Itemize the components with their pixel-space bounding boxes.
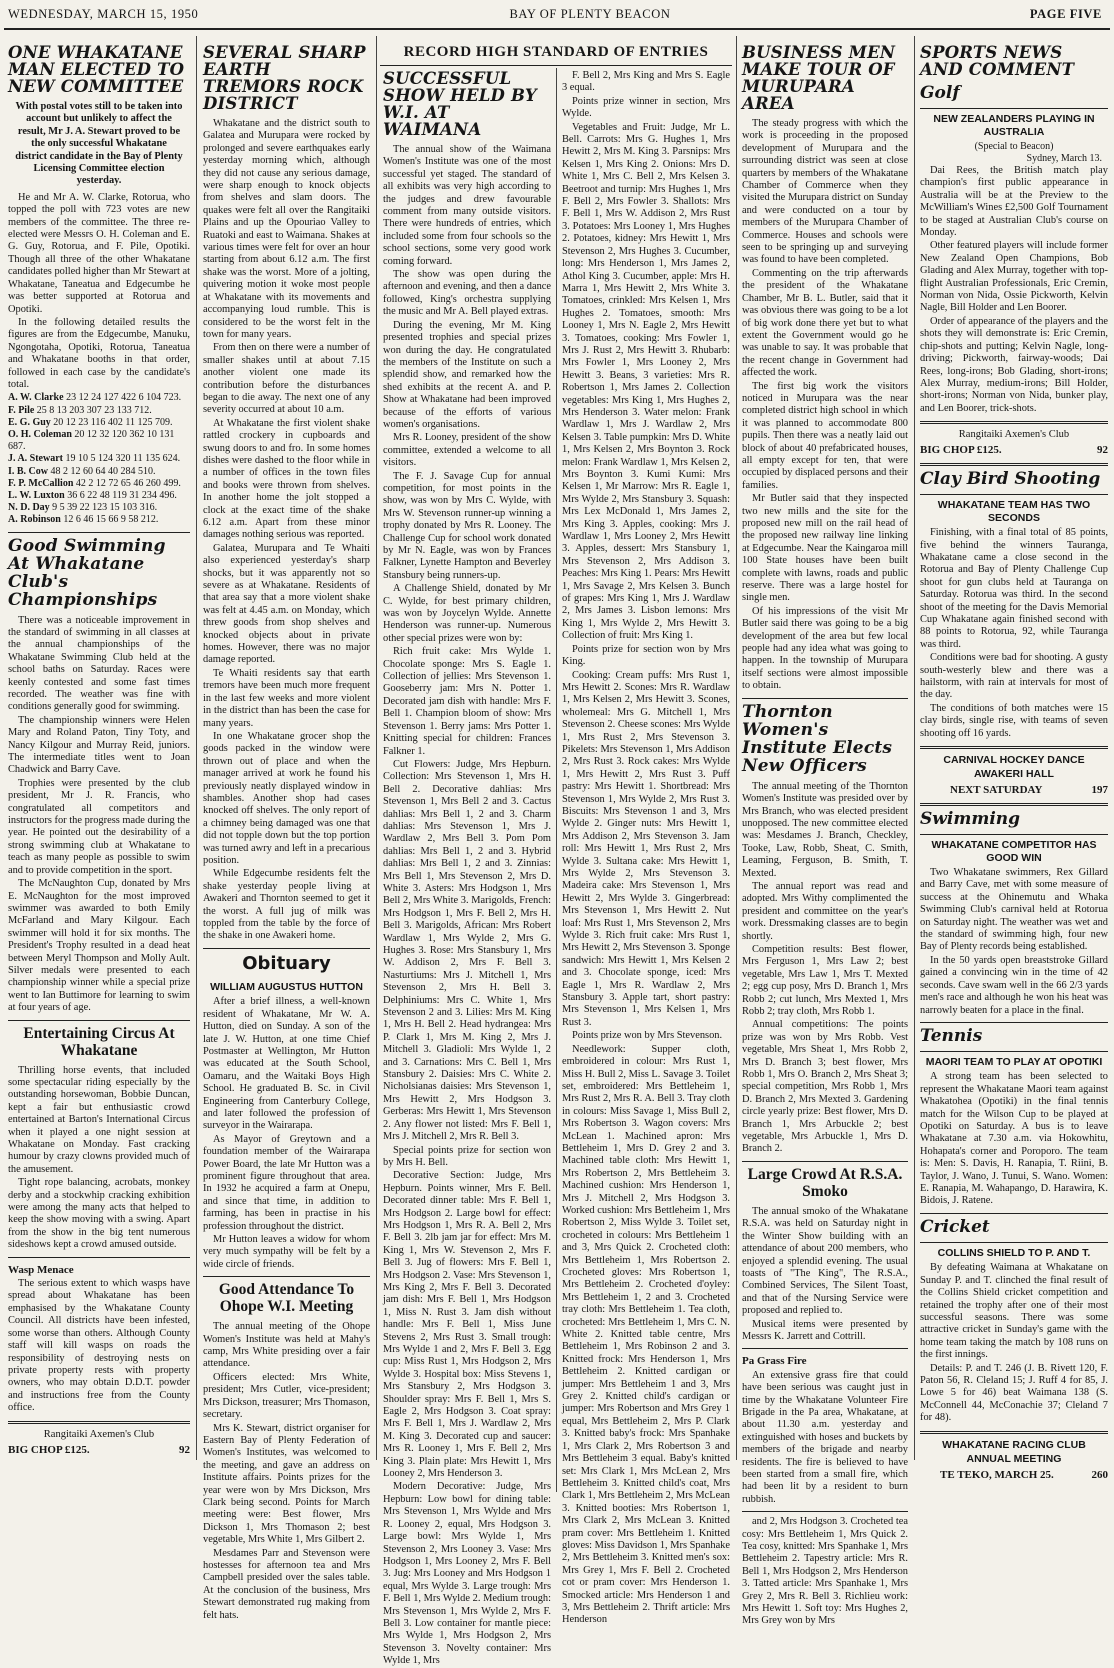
advertisement: [920, 753, 1108, 797]
paragraph: The championship winners were Helen Mary and Roland Paton, Tiny Toty, and Nancy Kilgour and Murray Reid, juniors. The intermediate titles went to Joan Chadwick and Barry Cave.: [8, 714, 190, 776]
paragraph: The annual meeting of the Thornton Women's Institute was presided over by Mrs Branch, who was elected president unopposed. The new committee elected was: Mesdames J. Branch, Checkley, Tooke, Law, Robb, Sheat, C. Smith, Leaming, Ferguson, B. Smith, T. Mexted.: [742, 780, 908, 879]
ad-row: [920, 1469, 1108, 1482]
ad-line: CARNIVAL HOCKEY DANCE: [943, 754, 1085, 767]
divider: [742, 1511, 908, 1512]
paragraph: The serious extent to which wasps have spread about Whakatane has been emphasised by the Whakatane County Council. All districts have been infested, some worse than others. Although County staff will kill wasps on roads the responsibility of destroying nests on private property rests with property owners, who may obtain D.D.T. powder and instructions free from the County office.: [8, 1278, 190, 1414]
headline: SPORTS NEWS AND COMMENT: [920, 43, 1075, 79]
divider: [742, 1161, 908, 1162]
paragraph: Te Whaiti residents say that earth tremors have been much more frequent in the last few weeks and more violent in the district than has been the case for many years.: [203, 667, 370, 729]
divider: [8, 1257, 190, 1258]
masthead-rule: [4, 28, 1110, 30]
headline: Wasp Menace: [8, 1263, 74, 1276]
paragraph: Points prize winner in section, Mrs Wylde.: [562, 95, 730, 120]
headline: SUCCESSFUL SHOW HELD BY W.I. AT WAIMANA: [383, 69, 537, 139]
ad-row: [8, 1444, 190, 1457]
page-number: PAGE FIVE: [1029, 7, 1102, 21]
column-rule: [376, 36, 377, 1460]
divider: [920, 1242, 1108, 1243]
headline: SEVERAL SHARP EARTH TREMORS ROCK DISTRICT: [203, 43, 366, 113]
paragraph: Dai Rees, the British match play champion's first public appearance in Australia will be at the Preview to the McWilliam's Wines £2,500 Golf Tournament to be staged at Australian Club's course on Monday.: [920, 165, 1108, 239]
paragraph: The first big work the visitors noticed in Murupara was the near completed district high school in which it was planned to accommodate 800 pupils. Then there was a neatly laid out block of about 40 prefabricated houses, all empty except for ten, that were occupied by displaced persons and their families.: [742, 380, 908, 491]
result-row: F. Pile 25 8 13 203 307 23 133 712.: [8, 404, 152, 416]
issue-date: WEDNESDAY, MARCH 15, 1950: [8, 7, 199, 21]
paragraph: In one Whakatane grocer shop the goods packed in the window were thrown out of place and when the manager arrived at work he found his previously neatly displayed window in shambles. Another shop had cases knocked off shelves. The only report of a chimney being damaged was one that did not topple down but the top portion was turned awry and left in a precarious position.: [203, 730, 370, 866]
advertisement: [8, 1428, 190, 1457]
divider: [920, 1431, 1108, 1434]
headline: Good Attendance To Ohope W.I. Meeting: [218, 1281, 355, 1316]
divider: [920, 1051, 1108, 1052]
paragraph: Musical items were presented by Messrs K. Jarrett and Cottrill.: [742, 1318, 908, 1342]
result-row: A. W. Clarke 23 12 24 127 422 6 104 723.: [8, 392, 182, 404]
paragraph: Of his impressions of the visit Mr Butler said there was going to be a big development of the area but few local people had any idea what was going to happen. In the township of Murupara itself sections were almost impossible to obtain.: [742, 605, 908, 692]
result-row: N. D. Day 9 5 39 22 123 15 103 316.: [8, 502, 158, 514]
paragraph: In the following detailed results the figures are from the Edgecumbe, Manuku, Ngongotaha, Opotiki, Rotorua, Taneatua and Whakatane booths in that order, followed in each case by the candidate's total.: [8, 316, 190, 390]
paragraph: Special points prize for section won by Mrs H. Bell.: [383, 1144, 551, 1168]
paragraph: Conditions were bad for shooting. A gusty south-westerly blew and there was a hailstorm, with rain at intervals for most of the day.: [920, 652, 1108, 701]
paragraph: A Challenge Shield, donated by Mr C. Wylde, for best primary children, was won by Joycelyn Wylde. Annette Henderson was runner-up. Numerous other special prizes were won by:: [383, 583, 551, 644]
paragraph: Finishing, with a final total of 85 points, five behind the winners Tauranga, Whakatane came a close second in the Rotorua and Bay of Plenty Challenge Cup shoot for gun clubs held at Tauranga on Saturday. Rotorua was third. In the second shoot of the meeting for the Davis Memorial Cup Whakatane again finished second with 88 points to Rotorua, 92, while Tauranga was third.: [920, 527, 1108, 650]
ad-title: BIG CHOP £125.: [8, 1443, 90, 1456]
paragraph: Tight rope balancing, acrobats, monkey derby and a stockwhip cracking exhibition were among the many acts that helped to keep the show moving with a swing. Apart from the show in the big tent numerous sideshows kept a crowd amused outside.: [8, 1177, 190, 1251]
ad-line: Rangitaiki Axemen's Club: [958, 429, 1070, 441]
headline: Obituary: [242, 952, 331, 974]
paragraph: Points prize for section won by Mrs King.: [562, 643, 730, 668]
ad-row: [920, 784, 1108, 797]
paragraph: He and Mr A. W. Clarke, Rotorua, who topped the poll with 723 votes are new members of the committee. The three re-elected were Messrs O. H. Coleman and E. G. Guy, Rotorua, and F. Pile, Opotiki. Though all three of the other Whakatane candidates polled higher than Mr Stewart at Whakatane, Taneatua and Edgecumbe he was better supported at Rotorua and Opotiki.: [8, 191, 190, 315]
paragraph: As Mayor of Greytown and a foundation member of the Wairarapa Power Board, the late Mr Hutton was a prominent figure throughout that area. In 1932 he acquired a farm at Onepu, and since that time, in addition to farming, has been in practise in his profession throughout the district.: [203, 1133, 370, 1232]
masthead: [0, 0, 1114, 28]
column-4: [562, 70, 730, 1626]
column-5: [742, 43, 908, 1627]
paragraph: The McNaughton Cup, donated by Mrs E. McNaughton for the most improved swimmer was awarded to both Emily McFarland and Mary Kilgour. Each swimmer will hold it for six months. The President's Trophy resulted in a dead heat between Meryl Thompson and Molly Ault. Silver medals were presented to each championship winner while a special prize went to Ian Buttimore for learning to swim at four years of age.: [8, 878, 190, 1014]
paragraph: Competition results: Best flower, Mrs Ferguson 1, Mrs Law 2; best vegetable, Mrs Law 1, Mrs T. Mexted 2; egg cup posy, Mrs D. Branch 1, Mrs Robb 2; cut lunch, Mrs Mexted 1, Mrs Robb 2; tray cloth, Mrs Robb 1.: [742, 943, 908, 1017]
subheadline: WHAKATANE TEAM HAS TWO SECONDS: [937, 499, 1091, 524]
divider: [920, 1022, 1108, 1023]
ad-row: [920, 444, 1108, 457]
advertisement: [920, 428, 1108, 457]
divider: [920, 746, 1108, 749]
divider: [8, 532, 190, 533]
ad-title: TE TEKO, MARCH 25.: [940, 1468, 1054, 1481]
paragraph: While Edgecumbe residents felt the shake yesterday people living at Awakeri and Thornton seemed to get it the worst. A full jug of milk was toppled from the table by the force of the shake in one Awakeri home.: [203, 868, 370, 942]
headline: Large Crowd At R.S.A. Smoko: [747, 1165, 903, 1200]
column-rule: [556, 68, 557, 1492]
ad-title: NEXT SATURDAY: [950, 784, 1043, 797]
paragraph: The F. J. Savage Cup for annual competition, for most points in the show, was won by Mrs C. Wylde, with Mrs W. Stevenson runner-up winning a trophy donated by Mrs R. Looney. The Challenge Cup for school work donated by Mr N. Eagle, was won by Frances Falkner, Lynette Hampton and Beverley Stansbury being runners-up.: [383, 470, 551, 581]
paragraph: Mr Butler said that they inspected two new mills and the site for the proposed new mill on the rail head of the proposed new railway line linking at Edgecumbe. Near the Kaingaroa mill 100 State houses have been built complete with lawns, roads and public reserve. There was a large hostel for single men.: [742, 493, 908, 604]
column-1: [8, 44, 190, 1456]
headline: BUSINESS MEN MAKE TOUR OF MURUPARA AREA: [742, 43, 896, 113]
dateline: Sydney, March 13.: [1026, 153, 1102, 164]
paragraph: Other featured players will include former New Zealand Open Champions, Bob Glading and Alex Murray, together with top-flight Australian Professionals, Eric Cremin, Norman von Nida, Ossie Pickworth, Kelvin Nagle, Bill Holder and Len Boorer.: [920, 240, 1108, 314]
banner-headline: RECORD HIGH STANDARD OF ENTRIES: [380, 44, 732, 66]
paragraph: Mrs R. Looney, president of the show committee, extended a welcome to all visitors.: [383, 432, 551, 469]
ad-number: 92: [1097, 444, 1108, 457]
column-6: [920, 43, 1108, 1481]
ad-line: AWAKERI HALL: [974, 768, 1054, 781]
paragraph: During the evening, Mr M. King presented trophies and special prizes won during the day. He congratulated the members of the Institute on such a splendid show, and remarked how the shed exhibits at the recent A. and P. Show at Whakatane had been improved because of the efforts of various women's organisations.: [383, 319, 551, 430]
paragraph: By defeating Waimana at Whakatane on Sunday P. and T. clinched the final result of the Collins Shield cricket competition and retained the trophy after one of their most successful seasons. There was some attractive cricket in Sunday's game with the home team taking the match by 108 runs on the first innings.: [920, 1262, 1108, 1361]
byline: (Special to Beacon): [974, 141, 1054, 152]
headline: ONE WHAKATANE MAN ELECTED TO NEW COMMITTEE: [8, 43, 185, 96]
ad-number: 260: [1091, 1468, 1108, 1481]
paragraph: Cooking: Cream puffs: Mrs Rust 1, Mrs Hewitt 2. Scones: Mrs R. Wardlaw 1, Mrs Kelsen 2, Mrs Hewitt 3. Scones, wholemeal: Mrs G. Mitchell 1, Mrs Stevenson 2. Cheese scones: Mrs Wylde 1, Mrs Rust 2, Mrs Stevenson 3. Pikelets: Mrs Stevenson 1, Mrs Addison 2, Mrs Rust 3. Rock cakes: Mrs Wylde 1, Mrs Hewitt 2, Mrs Rust 3. Puff pastry: Mrs Hewitt 1. Shortbread: Mrs Stevenson 1, Mrs Wylde 2, Mrs Rust 3. Biscuits: Mrs Stevenson 1 and 3, Mrs Wylde 2. Ginger nuts: Mrs Hewitt 1, Mrs Addison 2, Mrs Stevenson 3. Jam roll: Mrs Hewitt 1, Mrs Rust 2, Mrs Wylde 3. Sultana cake: Mrs Hewitt 1, Mrs Wylde 2, Mrs Stevenson 3. Madeira cake: Mrs Stevenson 1, Mrs Hewitt 2, Mrs Wylde 3. Gingerbread: Mrs Stevenson 1, Mrs Hewitt 2. Nut loaf: Mrs Rust 1, Mrs Stevenson 2, Mrs Wylde 3. Rich fruit cake: Mrs Rust 1, Mrs Hewitt 2, Mrs Stevenson 3. Sponge sandwich: Mrs Hewitt 1, Mrs Kelsen 2 and 3. Chocolate sponge, iced: Mrs Eagle 1, Mrs R. Wardlaw 2, Mrs Stansbury 3. Apple tart, short pastry: Mrs Stevenson 1, Mrs Kelsen 1, Mrs Rust 3.: [562, 669, 730, 1028]
paragraph: Needlework: Supper cloth, embroidered in colour: Mrs Rust 1, Miss H. Bull 2, Miss L. Savage 3. Toilet set, embroidered: Mrs Bettleheim 1, Mrs Rust 2, Mrs R. A. Bell 3. Tray cloth in colours: Miss Savage 1, Miss Bull 2, Mrs Robertson 3. Wagon covers: Mrs McLean 1. Machined apron: Mrs Bettleheim 1, Mrs D. Grey 2 and 3. Machined table cloth: Mrs Hewitt 1, Mrs Robertson 2, Mrs Bettleheim 3. Machined cushion: Mrs Henderson 1, Mrs J. Mitchell 2, Mrs Hodgson 3. Worked cushion: Mrs Bettleheim 1, Mrs Robertson 2, Miss Wylde 3. Toilet set, crocheted in colours: Mrs Bettleheim 1 and 3, Mrs Quick 2. Crocheted cloth: Mrs Bettleheim 1, Mrs Robertson 2. Crocheted gloves: Mrs Robertson 1, Mrs Bettleheim 2. Crocheted d'oyley: Mrs Bettleheim 1, 2 and 3. Crocheted tray cloth: Mrs Bettleheim 1. Tea cloth, crocheted: Mrs Bettleheim 1, Mrs C. N. White 2. Knitted table centre, Mrs Bettleheim 1, Mrs Robinson 2 and 3. Knitted frock: Mrs Henderson 1, Mrs Bettleheim 2. Knitted cardigan or jumper: Mrs Bettleheim 1 and 3, Mrs Grey 2. Knitted child's cardigan or jumper: Mrs Robertson and Mrs Grey 1 equal, Mrs Bettleheim 2, Mrs P. Clark 3. Knitted baby's frock: Mrs Spanhake 1, Mrs Clark 2, Mrs Robertson 3 and Mrs Bettleheim 3 equal. Baby's knitted set: Mrs Clark 1, Mrs McLean 2, Mrs Bettleheim 3. Knitted child's coat, Mrs Clark 1, Mrs Bettleheim 2, Mrs McLean 3. Knitted booties: Mrs Robertson 1, Mrs Clark 2, Mrs McLean 3. Knitted pram cover: Mrs Bettleheim 1. Knitted gloves: Miss Davidson 1, Mrs Spanhake 2, Mrs Bettleheim 3. Knitted men's sox: Mrs Grey 1, Mrs F. Bell 2. Crocheted cot or pram cover: Mrs Henderson 1. Smocked article: Mrs Henderson 1 and 3, Mrs Bettleheim 2. Thrift article: Mrs Henderson: [562, 1043, 730, 1626]
divider: [920, 834, 1108, 835]
paragraph: The steady progress with which the work is proceeding in the proposed development of Murupara and the surrounding district was seen at close quarters by members of the Whakatane Chamber of Commerce when they visited the Murupara district on Sunday and were conducted on a tour by members of the Murupara Chamber of Commerce. Houses and schools were seen to be springing up and surveying was found to have been completed.: [742, 118, 908, 266]
headline: Entertaining Circus At Whakatane: [23, 1024, 175, 1059]
paragraph: Mrs K. Stewart, district organiser for Eastern Bay of Plenty Federation of Women's Institutes, was welcomed to the meeting, and gave an address on Institute affairs. Points prizes for the year were won by Mrs Dickson, Mrs Clark being second. Points for March meeting were: Best flower, Mrs Dickson 1, Mrs Thomason 2; best vegetable, Mrs White 1, Mrs Gilbert 2.: [203, 1422, 370, 1546]
subheadline: WHAKATANE COMPETITOR HAS GOOD WIN: [931, 839, 1097, 864]
paragraph: The annual meeting of the Ohope Women's Institute was held at Mahy's camp, Mrs White presiding over a fair attendance.: [203, 1321, 370, 1370]
divider: [203, 1276, 370, 1277]
column-rule: [736, 36, 737, 1460]
paragraph: The annual show of the Waimana Women's Institute was one of the most successful yet staged. The standard of all exhibits was very high according to the judges and drew favourable comment from many outside visitors. There were hundreds of entries, which included some from four schools so the school sections, some very good work coming forward.: [383, 144, 551, 267]
paragraph: Points prize won by Mrs Stevenson.: [572, 1030, 723, 1042]
divider: [920, 494, 1108, 495]
subheadline: MAORI TEAM TO PLAY AT OPOTIKI: [925, 1055, 1103, 1068]
section-heading: Clay Bird Shooting: [920, 469, 1101, 490]
headline: Good Swimming At Whakatane Club's Championships: [8, 535, 166, 610]
result-row: E. G. Guy 20 12 23 116 402 11 125 709.: [8, 416, 173, 428]
section-heading: Swimming: [920, 809, 1021, 830]
ad-line: ANNUAL MEETING: [966, 1452, 1062, 1465]
result-row: O. H. Coleman 20 12 32 120 362 10 131 687.: [8, 428, 175, 453]
column-2: [203, 43, 370, 1621]
subheadline: NEW ZEALANDERS PLAYING IN AUSTRALIA: [933, 113, 1095, 138]
result-row: J. A. Stewart 19 10 5 124 320 11 135 624.: [8, 453, 181, 465]
paragraph: At Whakatane the first violent shake rattled crockery in cupboards and swung doors to and fro. In some homes dishes were dashed to the floor while in a number of offices in the town files and books were thrown from shelves. In another home the jolt stopped a clock at the exact time of the shake 6.12 a.m. Apart from these minor damages nothing serious was reported.: [203, 417, 370, 541]
result-row: I. B. Cow 48 2 12 60 64 40 284 510.: [8, 465, 156, 477]
subheadline: WILLIAM AUGUSTUS HUTTON: [210, 980, 363, 993]
divider: [920, 421, 1108, 424]
paragraph: Mr Hutton leaves a widow for whom very much sympathy will be felt by a wide circle of friends.: [203, 1234, 370, 1270]
ad-line: WHAKATANE RACING CLUB: [942, 1438, 1086, 1451]
ad-number: 197: [1091, 784, 1108, 797]
paragraph: Commenting on the trip afterwards the president of the Whakatane Chamber, Mr B. L. Butler, said that it was obvious there was going to be a lot of big work done there yet but to what extent the Government would go he was unable to say. It was probable that the recent change in Government had affected the work.: [742, 267, 908, 379]
column-rule: [196, 36, 197, 1460]
paragraph: Decorative Section: Judge, Mrs Hepburn. Points winner, Mrs F. Bell. Decorated dinner table: Mrs F. Bell 1, Mrs Hodgson 2. Large bowl for effect: Mrs Hodgson 1, Mrs R. A. Bell 2, Mrs F. Bell 3. 2lb jam jar for effect: Mrs M. King 1, Mrs W. Stevenson 2, Mrs F. Bell 3. Jug of flowers: Mrs F. Bell 1, Mrs Hodgson 2. Vase: Mrs Stevenson 1, Mrs King 2, Mrs F. Bell 3. Decorated jam dish: Mrs F. Bell 1, Mrs Hodgson 1, Miss N. Rust 3. Jam dish without handle: Mrs F. Bell 1, Miss June Stevens 2, Mrs Rust 3. Small trough: Mrs Wylde 1 and 2, Mrs F. Bell 3. Egg cup: Miss Rust 1, Mrs Hodgson 2, Mrs Wylde 3. Hospital box: Miss Stevens 1, Mrs Stansbury 2, Mrs Hodgson 3. Shoulder spray: Mrs F. Bell 1, Mrs S. Eagle 2, Mrs Hodgson 3. Coat spray: Mrs F. Bell 1, Mrs J. Wardlaw 2, Mrs M. King 3. Decorated cup and saucer: Mrs R. Looney 1, Mrs F. Bell 2, Mrs King 3. Plain plate: Mrs Hewitt 1, Mrs Looney 2, Mrs Henderson 3.: [383, 1170, 551, 1480]
section-heading: Cricket: [920, 1216, 990, 1237]
paragraph: Details: P. and T. 246 (J. B. Rivett 120, F. Paton 56, R. Cleland 15; J. Ruff 4 for 85, J. Lowe 5 for 46) beat Waimana 138 (S. McConnell 44, McConachie 37; Cleland 7 for 48).: [920, 1362, 1108, 1424]
paragraph: Mesdames Parr and Stevenson were hostesses for afternoon tea and Mrs Campbell presided over the sales table. At the conclusion of the business, Mrs Stewart demonstrated rug making from felt hats.: [203, 1547, 370, 1621]
divider: [920, 1213, 1108, 1214]
paragraph: After a brief illness, a well-known resident of Whakatane, Mr W. A. Hutton, died on Sunday. A son of the late J. W. Hutton, at one time Chief Postmaster at Wellington, Mr Hutton was educated at the South School, Oamaru, and the Waitaki Boys High School. He graduated B. Sc. in Civil Engineering from Canterbury College, and later followed the profession of surveyor in the Wairarapa.: [203, 996, 370, 1132]
headline: Pa Grass Fire: [742, 1355, 807, 1368]
subheadline: COLLINS SHIELD TO P. AND T.: [937, 1246, 1091, 1259]
paragraph: Two Whakatane swimmers, Rex Gillard and Barry Cave, met with some measure of success at the Ohinemutu and Whaka Swimming Club's carnival held at Rotorua on Saturday night. The weather was wet and the standard of swimming high, four new Bay of Plenty records being established.: [920, 867, 1108, 953]
ad-line: Rangitaiki Axemen's Club: [43, 1428, 155, 1440]
paragraph: Galatea, Murupara and Te Whaiti also experienced yesterday's sharp shocks, but it was apparently not so severe as at Whakatane. Residents of that area say that a more violent shake was felt at 4.45 a.m. on Monday, which threw goods from shop shelves and knocked objects about in private homes. However, there was no major damage reported.: [203, 542, 370, 666]
result-row: A. Robinson 12 6 46 15 66 9 58 212.: [8, 514, 159, 526]
results-list: [8, 392, 190, 526]
paragraph: and 2, Mrs Hodgson 3. Crocheted tea cosy: Mrs Bettleheim 1, Mrs Quick 2. Tea cosy, knitted: Mrs Spanhake 1, Mrs Bettleheim 2. Tapestry article: Mrs R. Bell 1, Mrs Hodgson 2, Mrs Henderson 3. Tatted article: Mrs Spanhake 1, Mrs Grey 2, Mrs R. Bell 3. Richlieu work: Mrs Hewitt 1. Soft toy: Mrs Hughes 2, Mrs Grey won by Mrs: [742, 1516, 908, 1627]
paragraph: Order of appearance of the players and the shots they will demonstrate is: Eric Cremin, chip-shots and putting; Kelvin Nagle, long-driving; Pickworth, fairway-woods; Dai Rees, long-irons; Bob Glading, short-irons; Alex Murray, medium-irons; Bill Holder, short-irons; Norman von Nida, bunker play, and Len Boorer, trick-shots.: [920, 315, 1108, 414]
column-rule: [914, 36, 915, 1460]
section-heading: Tennis: [920, 1025, 983, 1046]
paragraph: In the 50 yards open breaststroke Gillard gained a convincing win in the time of 42 seconds. Cave swam well in the 66 2/3 yards men's race and although he won his heat was narrowly beaten for a place in the final.: [920, 954, 1108, 1016]
paragraph: The annual report was read and adopted. Mrs Withy complimented the president and committee on the year's work. Dressmaking classes are to begin shortly.: [742, 880, 908, 942]
divider: [920, 803, 1108, 806]
paragraph: Modern Decorative: Judge, Mrs Hepburn: Low bowl for dining table: Mrs Stevenson 1, Mrs Wylde and Mrs R. Looney 2, equal, Mrs Hodgson 3. Large bowl: Mrs Wylde 1, Mrs Stevenson 2, Mrs Looney 3. Vase: Mrs Hodgson 1, Mrs Looney 2, Mrs F. Bell 3. Jug: Mrs Looney and Mrs Hodgson 1 equal, Mrs Wylde 3. Large trough: Mrs F. Bell 1, Mrs Wylde 2. Medium trough: Mrs Stevenson 1, Mrs Wylde 2, Mrs F. Bell 3. Low container for mantle piece: Mrs Wylde 1, Mrs Hodgson 2, Mrs Stevenson 3. Novelty container: Mrs Wylde 1, Mrs: [383, 1481, 551, 1667]
divider: [8, 1421, 190, 1424]
paragraph: A strong team has been selected to represent the Whakatane Maori team against Whakatohea (Opotiki) in the final tennis match for the Wilson Cup to be played at Opotiki on Saturday. A bus is to leave Whakatane at 7.30 a.m. via Hokowhitu, Hohapata's corner and Poroporo. The team is: Men: S. Davis, H. Ranapia, T. Riini, B. Taylor, J. Wano, J. Tunui, S. Wano. Women: E. Ranapia, M. Wahapango, D. Harawira, K. Bidois, J. Ratene.: [920, 1071, 1108, 1207]
paragraph: There was a noticeable improvement in the standard of swimming in all classes at the annual championships of the Whakatane Swimming Club held at the school baths on Saturday. Races were keenly contested and some fast times recorded. The weather was fine with conditions generally good for swimming.: [8, 614, 190, 713]
divider: [920, 463, 1108, 466]
paragraph: Vegetables and Fruit: Judge, Mr L. Bell. Carrots: Mrs G. Hughes 1, Mrs Hewitt 2, Mrs M. King 3. Parsnips: Mrs Kelsen 1, Mrs King 2. Onions: Mrs D. White 1, Mrs C. Bell 2, Mrs Kelsen 3. Beetroot and turnip: Mrs Hughes 1, Mrs F. Bell 2, Mrs Fowler 3. Shallots: Mrs F. Bell 1, Mrs W. Addison 2, Mrs Rust 3. Potatoes: Mrs Looney 1, Mrs Hughes 2. Potatoes, kidney: Mrs Hewitt 1, Mrs Stevenson 2, Mrs Hughes 3. Cucumber, long: Mrs Henderson 1, Mrs James 2, Athol King 3. Cucumber, apple: Mrs H. Marra 1, Mrs Hewitt 2, Mrs White 3. Tomatoes, crinkled: Mrs Kelsen 1, Mrs Hughes 2. Tomatoes, smooth: Mrs Looney 1, Mrs N. Eagle 2, Mrs Hewitt 3. Tomatoes, cooking: Mrs Fowler 1, Mrs J. Rust 2, Mrs Hewitt 3. Rhubarb: Mrs Fowler 1, Mrs Looney 2, Mrs Hewitt 3. Beans, 3 varieties: Mrs R. Robertson 1, Mrs James 2. Collection vegetables: Mrs King 1, Mrs Hughes 2, Mrs Henderson 3. Water melon: Frank Wardlaw 1, Mrs J. Wardlaw 2, Mrs Kelsen 3. Table pumpkin: Mrs D. White 1, Mrs Kelsen 2, Mrs Boynton 3. Rock melon: Frank Wardlaw 1, Mrs Kelsen 2, Mrs Boynton 3. Kumi Kumi: Mrs Kelsen 1, Mr Marrow: Mrs R. Eagle 1, Mrs Wylde 2, Mrs Stansbury 3. Squash: Mrs Lex McDonald 1, Mrs James 2, Mrs King 3. Apples, cooking: Mrs J. Wardlaw 1, Mrs Looney 2, Mrs Hewitt 3. Apples, dessert: Mrs Stansbury 1, Mrs Stevenson 2, Mrs Addison 3. Peaches: Mrs King 1. Pears: Mrs Hewitt 1, Mrs Savage 2, Mrs Kelsen 3. Bunch of grapes: Mrs King 1, Mrs J. Wardlaw 2, Mrs James 3. Lisbon lemons: Mrs King 1, Mrs Wylde 2, Mrs Hewitt 3. Collection of fruit: Mrs King 1.: [562, 121, 730, 642]
section-heading: Golf: [920, 83, 960, 103]
paragraph: Annual competitions: The points prize was won by Mrs Robb. Vest vegetable, Mrs Sheat 1, Mrs Robb 2, Mrs D. Branch 3; best flower, Mrs Robb 1, Mrs O. Branch 2, Mrs Sheat 3; special competition, Mrs Robb 1, Mrs D. Branch 2, Mrs Mexted 3. Gardening circle yearly prize: Best flower, Mrs D. Branch 1, Mrs Arbuckle 2; best vegetable, Mrs Arbuckle 1, Mrs D. Branch 2.: [742, 1019, 908, 1155]
divider: [920, 108, 1108, 109]
paragraph: The conditions of both matches were 15 clay birds, single rise, with teams of seven shooting off 16 yards.: [920, 702, 1108, 739]
advertisement: [920, 1438, 1108, 1482]
paragraph: Cut Flowers: Judge, Mrs Hepburn. Collection: Mrs Stevenson 1, Mrs H. Bell 2. Decorative dahlias: Mrs Stevenson 1, Mrs Bell 2 and 3. Cactus dahlias: Mrs Bell 1, 2 and 3. Charm dahlias: Mrs Stevenson 1, Mrs J. Wardlaw 2, Mrs Bell 3. Pom Pom dahlias: Mrs Bell 1, 2 and 3. Hybrid dahlias: Mrs Bell 1, 2 and 3. Zinnias: Mrs Bell 1, Mrs Stevenson 2, Mrs D. White 3. Asters: Mrs Hodgson 1, Mrs Bell 2, Mrs White 3. Marigolds, French: Mrs Hodgson 1, Mrs F. Bell 2, Mrs H. Bell 3. Marigolds, African: Mrs Robert Wardlaw 1, Mrs Wylde 2, Mrs G. Hughes 3. Rose: Mrs Stansbury 1, Mrs W. Addison 2, Mrs F. Bell 3. Nasturtiums: Mrs J. Mitchell 1, Mrs Stevenson 2, Mrs H. Bell 3. Delphiniums: Mrs C. White 1, Mrs Stevenson 2 and 3. Lilies: Mrs M. King 1, Mrs H. Bell 2. Head hydrangea: Mrs P. Clark 1, Mrs M. King 2, Mrs J. Mitchell 3. Gladioli: Mrs Wylde 1, 2 and 3. Carnations: Mrs C. Bell 1, Mrs Stansbury 2. Daisies: Mrs C. White 2. Nicholsianas daisies: Mrs Stevenson 1, Mrs Hewitt 2, Mrs Hodgson 3. Gerberas: Mrs Hewitt 1, Mrs Stevenson 2. Any flower not listed: Mrs F. Bell 1, Mrs J. Mitchell 2, Mrs R. Bell 3.: [383, 758, 551, 1143]
divider: [742, 698, 908, 699]
ad-title: BIG CHOP £125.: [920, 444, 1002, 457]
paragraph: The annual smoko of the Whakatane R.S.A. was held on Saturday night in the Winter Show building with an attendance of about 200 members, who enjoyed a splendid evening. The usual toasts of "The King", The R.S.A., Combined Services, The Silent Toast, and that of the Nursing Service were proposed and replied to.: [742, 1205, 908, 1317]
paragraph: Rich fruit cake: Mrs Wylde 1. Chocolate sponge: Mrs S. Eagle 1. Collection of jellies: Mrs Stevenson 1. Gooseberry jam: Mrs N. Potter 1. Decorated jam dish with handle: Mrs F. Bell 1. Champion bloom of show: Mrs Stevenson 1. Berry jams: Mrs Potter 1. Knitting special for children: Frances Falkner 1.: [383, 646, 551, 757]
newspaper-name: BAY OF PLENTY BEACON: [509, 7, 671, 21]
column-3: [383, 69, 551, 1667]
paragraph: Trophies were presented by the club president, Mr J. R. Francis, who congratulated all competitors and instructors for the progress made during the year. He pointed out the desirability of a strong swimming club at Whakatane to teach as many people as possible to swim and to provide competition in the sport.: [8, 777, 190, 876]
paragraph: Officers elected: Mrs White, president; Mrs Cutler, vice-president; Mrs Dickson, treasurer; Mrs Thomason, secretary.: [203, 1371, 370, 1421]
paragraph: Whakatane and the district south to Galatea and Murupara were rocked by prolonged and severe earthquakes early yesterday morning which, although they did not cause any serious damage, were sharp enough to knock objects from shelves and slam doors. The quakes were felt all over the Rangitaiki Plains and up the Opouriao Valley to Ruatoki and east to Waimana. Shakes at various times were felt for over an hour starting from about 6.12 a.m. The first shake was the worst. More of a jolting, quivering motion it woke most people at Whakatane with its movements and accompanying loud rumble. This is considered to be the worst felt in the town for many years.: [203, 118, 370, 340]
paragraph: Thrilling horse events, that included some spectacular riding especially by the outstanding horsewoman, Bobbie Duncan, kept a fair but enthusiastic crowd entertained at Barton's International Circus when it played a one night session at Whakatane on Monday. Fast cracking humour by crazy clowns provided much of the amusement.: [8, 1064, 190, 1175]
paragraph: The show was open during the afternoon and evening, and then a dance followed, King's orchestra supplying the music and Mr A. Bell played extras.: [383, 269, 551, 318]
result-row: F. P. McCallion 42 2 12 72 65 46 260 499.: [8, 477, 181, 489]
lead-paragraph: With postal votes still to be taken into account but unlikely to affect the result, Mr J. A. Stewart proved to be the only successful Whakatane district candidate in the Bay of Plenty Licensing Committee election yesterday.: [15, 101, 183, 187]
headline: Thornton Women's Institute Elects New Officers: [742, 701, 893, 776]
paragraph: F. Bell 2, Mrs King and Mrs S. Eagle 3 equal.: [562, 70, 730, 94]
result-row: L. W. Luxton 36 6 22 48 119 31 234 496.: [8, 489, 177, 501]
divider: [742, 1348, 908, 1349]
paragraph: From then on there were a number of smaller shakes until at about 7.15 another violent one made its contribution before the disturbances began to die away. The next one of any severity occurred at about 10 a.m.: [203, 342, 370, 416]
divider: [203, 948, 370, 949]
divider: [8, 1020, 190, 1021]
ad-number: 92: [179, 1443, 190, 1456]
paragraph: An extensive grass fire that could have been serious was caught just in time by the Whakatane Volunteer Fire Brigade in the Pa area, Whakatane, at about 11.30 a.m. yesterday and extinguished with hoses and buckets by members of the brigade and nearby residents. The fire is believed to have been started from a small fire, which had been lit by a resident to burn rubbish.: [742, 1369, 908, 1505]
